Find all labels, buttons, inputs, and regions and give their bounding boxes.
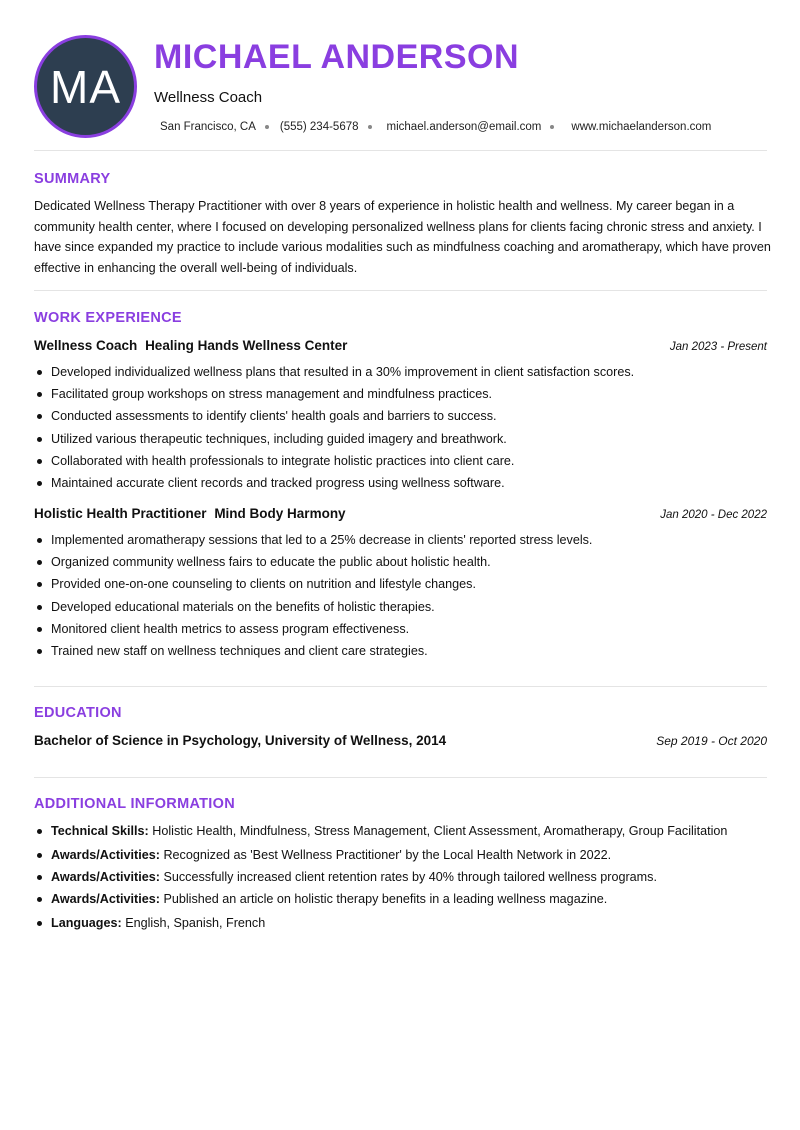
job-position: Holistic Health Practitioner [34, 506, 207, 521]
experience-heading: WORK EXPERIENCE [34, 310, 182, 326]
list-item [34, 845, 779, 865]
summary-heading: SUMMARY [34, 171, 111, 187]
separator-dot [265, 125, 269, 129]
job-company: Mind Body Harmony [214, 506, 346, 521]
item-label: Awards/Activities: [51, 870, 160, 884]
contact-email[interactable]: michael.anderson@email.com [386, 121, 542, 133]
list-item: Developed educational materials on the benefits of holistic therapies. [34, 597, 774, 619]
list-item [34, 867, 779, 887]
separator-dot [368, 125, 372, 129]
contact-bar [160, 121, 711, 133]
list-item [34, 913, 779, 933]
list-item: Conducted assessments to identify clients' health goals and barriers to success. [34, 406, 774, 428]
job-company: Healing Hands Wellness Center [145, 338, 348, 353]
additional-heading: ADDITIONAL INFORMATION [34, 796, 235, 812]
list-item: Provided one-on-one counseling to clients on nutrition and lifestyle changes. [34, 574, 774, 596]
item-label: Technical Skills: [51, 824, 149, 838]
education-entry [34, 733, 767, 748]
summary-text: Dedicated Wellness Therapy Practitioner with over 8 years of experience in holistic health and wellness. My career began in a community health center, where I focused on developing personalized wellness plans for clients facing chronic stress and anxiety. I have since expanded my practice to include various modalities such as mindfulness coaching and aromatherapy, which have proven effective in enhancing the overall well-being of individuals. [34, 199, 771, 275]
item-label: Awards/Activities: [51, 892, 160, 906]
item-text: Holistic Health, Mindfulness, Stress Management, Client Assessment, Aromatherapy, Group Facilitation [152, 824, 728, 838]
item-text: Successfully increased client retention rates by 40% through tailored wellness programs. [163, 870, 657, 884]
item-text: Recognized as 'Best Wellness Practitioner' by the Local Health Network in 2022. [163, 848, 612, 862]
item-label: Languages: [51, 916, 122, 930]
job-position: Wellness Coach [34, 338, 138, 353]
job-header [34, 506, 767, 521]
item-text: English, Spanish, French [125, 916, 266, 930]
education-heading: EDUCATION [34, 705, 122, 721]
candidate-role: Wellness Coach [154, 89, 263, 106]
job-header [34, 338, 767, 353]
job-bullets [34, 362, 774, 495]
list-item: Developed individualized wellness plans that resulted in a 30% improvement in client satisfaction scores. [34, 362, 774, 384]
additional-list [34, 821, 779, 933]
job-dates: Jan 2020 - Dec 2022 [660, 509, 767, 521]
job-title [34, 506, 346, 521]
item-text: Published an article on holistic therapy benefits in a leading wellness magazine. [163, 892, 608, 906]
list-item: Facilitated group workshops on stress management and mindfulness practices. [34, 384, 774, 406]
contact-location: San Francisco, CA [160, 121, 256, 133]
section-divider [34, 777, 767, 778]
list-item: Organized community wellness fairs to educate the public about holistic health. [34, 552, 774, 574]
job-title [34, 338, 347, 353]
section-divider [34, 150, 767, 151]
avatar-initials: MA [50, 60, 121, 113]
list-item: Trained new staff on wellness techniques and client care strategies. [34, 641, 774, 663]
contact-phone: (555) 234-5678 [279, 121, 359, 133]
item-label: Awards/Activities: [51, 848, 160, 862]
job-bullets [34, 530, 774, 663]
job-dates: Jan 2023 - Present [669, 341, 767, 353]
candidate-name: MICHAEL ANDERSON [154, 38, 520, 76]
education-degree: Bachelor of Science in Psychology, University of Wellness, 2014 [34, 733, 447, 748]
avatar [34, 35, 137, 138]
resume-header [0, 0, 800, 150]
section-divider [34, 290, 767, 291]
contact-website[interactable]: www.michaelanderson.com [571, 121, 712, 133]
section-divider [34, 686, 767, 687]
list-item: Monitored client health metrics to assess program effectiveness. [34, 619, 774, 641]
list-item: Maintained accurate client records and tracked progress using wellness software. [34, 473, 774, 495]
list-item [34, 821, 779, 841]
list-item: Utilized various therapeutic techniques, including guided imagery and breathwork. [34, 429, 774, 451]
list-item: Implemented aromatherapy sessions that led to a 25% decrease in clients' reported stress levels. [34, 530, 774, 552]
list-item [34, 889, 779, 909]
list-item: Collaborated with health professionals to integrate holistic practices into client care. [34, 451, 774, 473]
education-dates: Sep 2019 - Oct 2020 [656, 734, 767, 748]
separator-dot [550, 125, 554, 129]
